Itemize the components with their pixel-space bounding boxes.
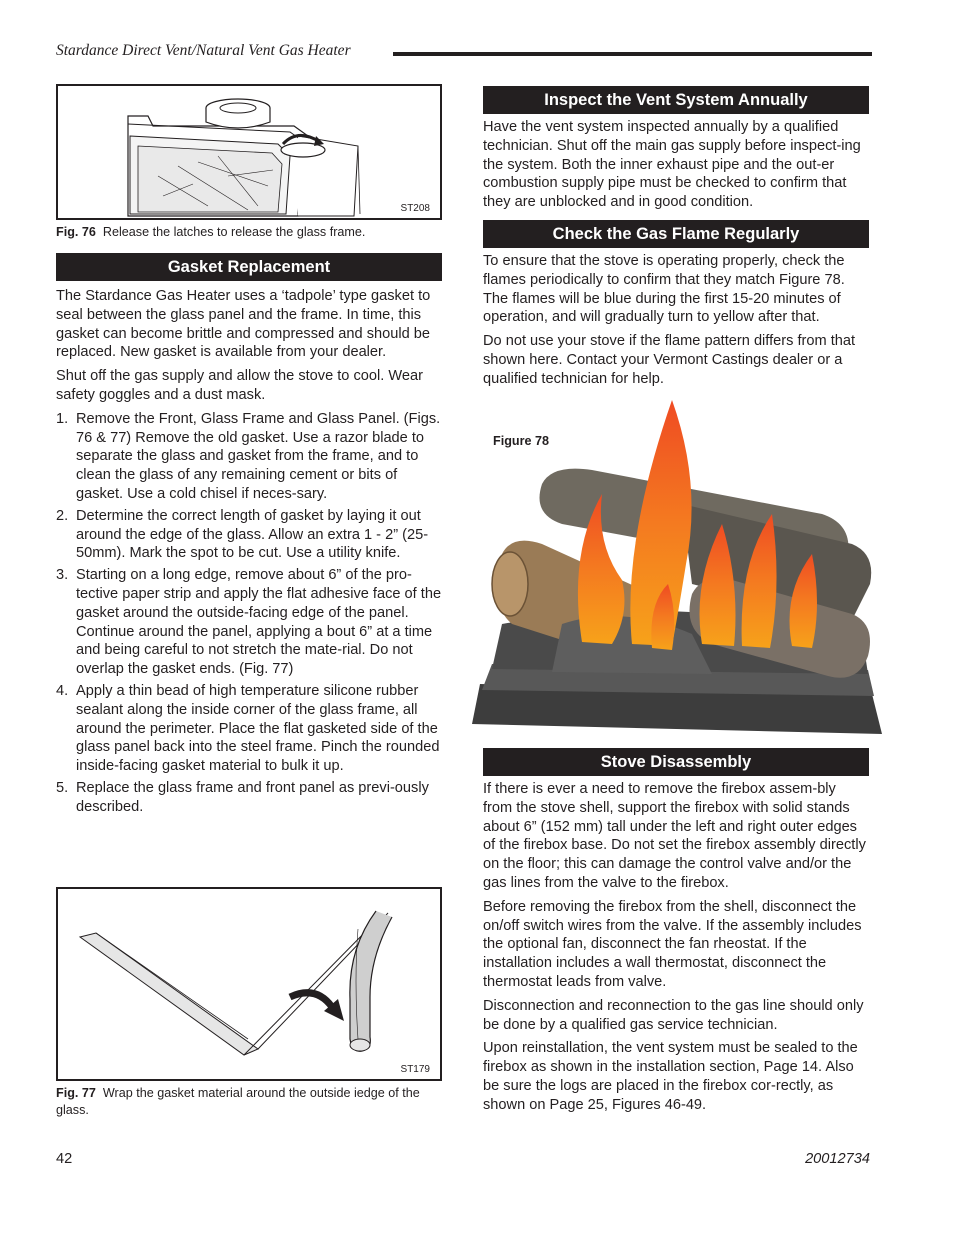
- figure-77-caption-label: Fig. 77: [56, 1086, 96, 1100]
- disassembly-p4: Upon reinstallation, the vent system must be sealed to the firebox as shown in the installation section, Page 14. Also be sure the logs are placed in the firebox cor-rectly, as shown on Page 25, Figures 46-49.: [483, 1040, 858, 1113]
- gasket-step: 4. Apply a thin bead of high temperature silicone rubber sealant along the inside corner of the glass frame, all around the perimeter. Place the flat gasketed side of the glass panel back into the steel frame. Pinch the rounded inside-facing gasket material to bulk it up.: [56, 682, 440, 775]
- gasket-wrap-illustration: [58, 889, 440, 1079]
- running-header-title: Stardance Direct Vent/Natural Vent Gas Heater: [56, 42, 351, 59]
- left-column: [56, 84, 442, 820]
- figure-78-flame-photo: [472, 394, 884, 736]
- figure-76-code: ST208: [400, 203, 430, 214]
- figure-76: [56, 84, 442, 220]
- disassembly-section: [483, 748, 869, 1115]
- figure-77-code: ST179: [400, 1064, 430, 1075]
- gasket-prep: Shut off the gas supply and allow the stove to cool. Wear safety goggles and a dust mask.: [56, 368, 423, 403]
- figure-76-caption: [56, 224, 442, 241]
- gasket-steps: [56, 410, 442, 817]
- disassembly-p2: Before removing the firebox from the shell, disconnect the on/off switch wires from the valve. If the assembly includes the optional fan, disconnect the fan rheostat. If the installation includes a wall thermostat, disconnect the thermostat leads from valve.: [483, 898, 862, 990]
- figure-77-caption: [56, 1085, 442, 1119]
- gasket-step: 5. Replace the glass frame and front panel as previ-ously described.: [56, 779, 429, 815]
- gasket-step: 1. Remove the Front, Glass Frame and Glass Panel. (Figs. 76 & 77) Remove the old gasket. Use a razor blade to separate the glass and gasket from the frame, and to clean the glass of any remaining cement or bits of gasket. Use a cold chisel if neces-sary.: [56, 410, 441, 502]
- gasket-replacement-heading: Gasket Replacement: [56, 253, 442, 281]
- vent-inspection-heading: Inspect the Vent System Annually: [483, 86, 869, 114]
- page-number: 42: [56, 1151, 73, 1167]
- document-number: 20012734: [805, 1151, 870, 1167]
- figure-76-caption-text: Release the latches to release the glass frame.: [102, 225, 366, 239]
- figure-76-caption-label: Fig. 76: [56, 225, 96, 239]
- right-column: [483, 86, 869, 389]
- disassembly-p3: Disconnection and reconnection to the gas line should only be done by a qualified gas service technician.: [483, 997, 864, 1033]
- stove-disassembly-heading: Stove Disassembly: [483, 748, 869, 776]
- gasket-intro: The Stardance Gas Heater uses a ‘tadpole’ type gasket to seal between the glass panel and the frame. In time, this gasket can become brittle and compressed and should be replaced. New gasket is available from your dealer.: [56, 288, 431, 361]
- figure-77-caption-text: Wrap the gasket material around the outside iedge of the glass.: [56, 1086, 420, 1117]
- disassembly-p1: If there is ever a need to remove the firebox assem-bly from the stove shell, support the firebox with solid stands about 6” (152 mm) tall under the left and right outer edges of the firebox base. Do not set the firebox assembly directly on the floor; this can damage the control valve and/or the gas lines from the valve to the firebox.: [483, 781, 866, 891]
- gas-flame-heading: Check the Gas Flame Regularly: [483, 220, 869, 248]
- figure-78-label: Figure 78: [493, 434, 549, 448]
- figure-77: [56, 887, 442, 1081]
- figure-77-block: [56, 887, 442, 1119]
- vent-inspection-text: Have the vent system inspected annually by a qualified technician. Shut off the main gas supply before inspect-ing the system. Both the inner exhaust pipe and the out-er combustion supply pipe must be checked to confirm that they are unblocked and in good condition.: [483, 119, 861, 211]
- gas-flame-p1: To ensure that the stove is operating properly, check the flames periodically to confirm that they match Figure 78. The flames will be blue during the first 15-20 minutes of operation, and will gradually turn to yellow after that.: [483, 252, 845, 326]
- gasket-step: 3. Starting on a long edge, remove about 6” of the pro-tective paper strip and apply the flat adhesive face of the gasket around the outside-facing edge of the panel. Continue around the panel, applying a bout 6” at a time and being careful to not stretch the mate-rial. Do not overlap the gasket ends. (Fig. 77): [56, 567, 442, 678]
- header-rule: [393, 52, 872, 56]
- glass-frame-latch-illustration: [58, 86, 440, 218]
- gasket-step: 2. Determine the correct length of gasket by laying it out around the edge of the glass. Allow an extra 1 - 2” (25-50mm). Mark the spot to be cut. Use a utility knife.: [56, 507, 429, 562]
- gas-flame-p2: Do not use your stove if the flame pattern differs from that shown here. Contact your Vermont Castings dealer or a qualified technician for help.: [483, 333, 856, 387]
